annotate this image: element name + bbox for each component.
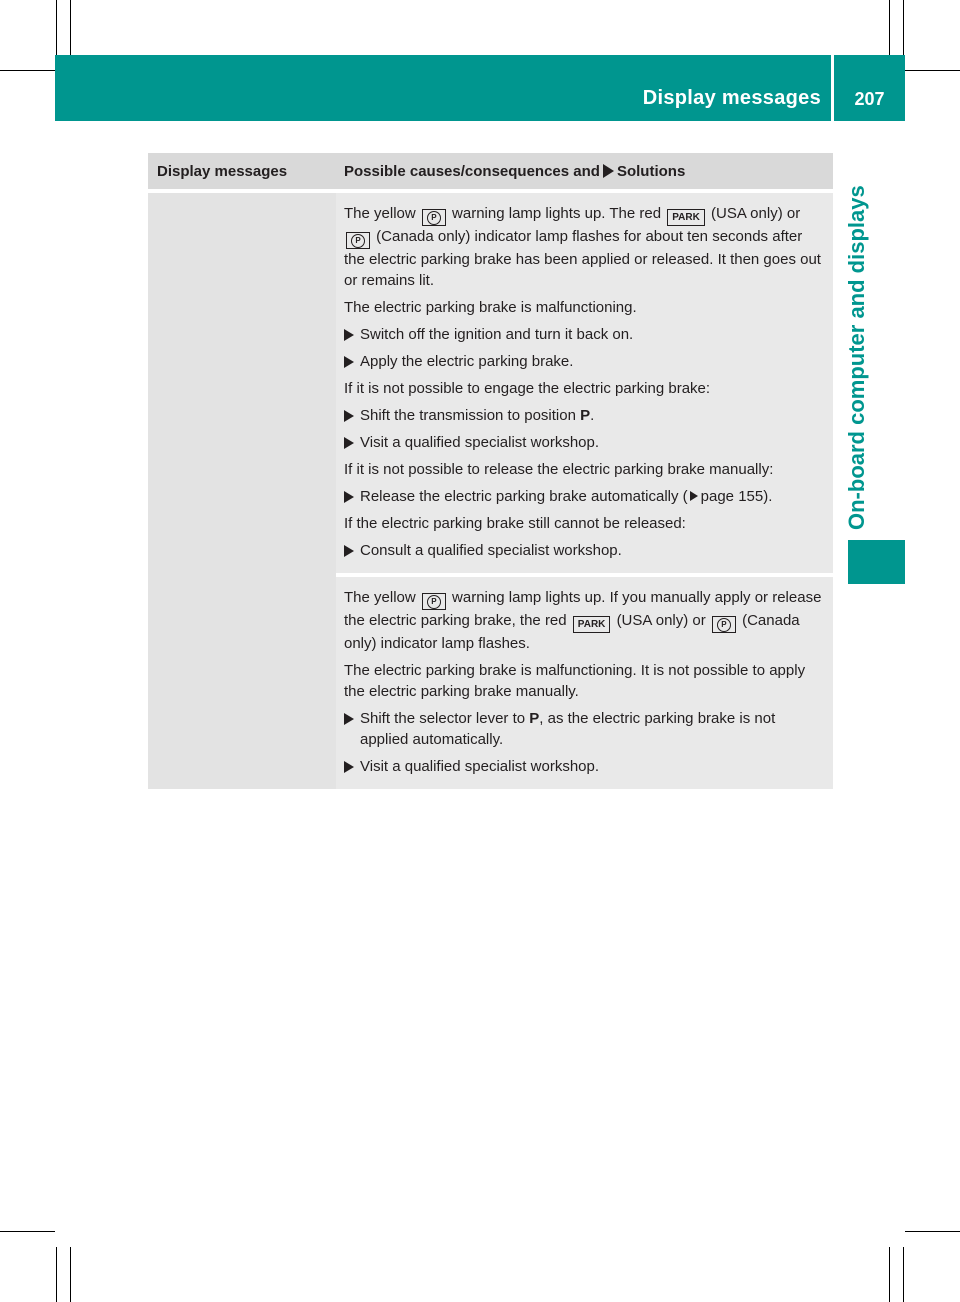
instruction-step	[344, 432, 827, 453]
crop-mark	[905, 1231, 960, 1232]
step-arrow-icon	[344, 756, 360, 777]
crop-mark	[889, 1247, 890, 1302]
chapter-tab	[848, 540, 905, 584]
crop-mark	[889, 0, 890, 55]
table-row	[336, 577, 833, 789]
text: (USA only) or	[616, 612, 706, 629]
chapter-label-text: On-board computer and displays	[844, 185, 869, 530]
gear-position: P	[580, 407, 591, 424]
text: warning lamp lights up. If you manually apply or release the electric parking brake, the red	[344, 589, 822, 629]
step-arrow-icon	[344, 432, 360, 453]
brake-symbol: P	[427, 595, 441, 609]
text: (Canada only) indicator lamp flashes.	[344, 612, 800, 652]
crop-mark	[903, 0, 904, 55]
crop-mark	[56, 1247, 57, 1302]
instruction-step	[344, 708, 827, 750]
page-reference-link[interactable]: page 155).	[700, 488, 773, 505]
text: The yellow	[344, 205, 416, 222]
step-text: Visit a qualified specialist workshop.	[360, 434, 600, 451]
instruction-step	[344, 351, 827, 372]
table-body	[148, 193, 833, 789]
instruction-step	[344, 756, 827, 777]
crop-mark	[70, 1247, 71, 1302]
solutions-column	[336, 193, 833, 789]
park-indicator-icon: PARK	[667, 209, 705, 226]
paragraph	[344, 587, 827, 654]
step-arrow-icon	[344, 486, 360, 507]
column-header-causes	[336, 153, 833, 189]
instruction-step	[344, 405, 827, 426]
step-text	[360, 405, 594, 426]
crop-mark	[70, 0, 71, 55]
paragraph: The electric parking brake is malfunctioning.	[344, 299, 637, 316]
display-message-cell	[148, 193, 336, 789]
column-header-causes-text: Possible causes/consequences and	[344, 163, 600, 180]
display-messages-table	[148, 153, 833, 789]
step-arrow-icon	[344, 405, 360, 426]
step-arrow-icon	[344, 324, 360, 345]
step-text	[360, 486, 772, 507]
step-text: Consult a qualified specialist workshop.	[360, 542, 622, 559]
instruction-step	[344, 324, 827, 345]
brake-warning-icon	[422, 209, 446, 226]
step-arrow-icon	[344, 708, 360, 750]
page-reference-icon	[690, 491, 698, 501]
step-text	[360, 708, 827, 750]
section-title: Display messages	[642, 87, 821, 109]
brake-symbol: P	[427, 211, 441, 225]
header-bar	[55, 55, 831, 121]
paragraph: If it is not possible to release the electric parking brake manually:	[344, 461, 774, 478]
paragraph	[344, 203, 827, 291]
step-text: Visit a qualified specialist workshop.	[360, 758, 600, 775]
paragraph: The electric parking brake is malfunctioning. It is not possible to apply the electric parking brake manually.	[344, 662, 806, 700]
column-header-display-messages: Display messages	[157, 163, 288, 180]
table-header	[148, 153, 833, 189]
step-text: Apply the electric parking brake.	[360, 353, 574, 370]
brake-symbol: P	[351, 234, 365, 248]
crop-mark	[56, 0, 57, 55]
paragraph: If the electric parking brake still cannot be released:	[344, 515, 686, 532]
gear-position: P	[529, 710, 540, 727]
text: Release the electric parking brake automatically (	[360, 488, 688, 505]
step-arrow-icon	[344, 540, 360, 561]
brake-warning-icon	[712, 616, 736, 633]
brake-warning-icon	[422, 593, 446, 610]
brake-symbol: P	[717, 618, 731, 632]
page-number-box	[834, 55, 905, 121]
crop-mark	[905, 70, 960, 71]
crop-mark	[0, 70, 55, 71]
page-number: 207	[854, 89, 885, 109]
text: Shift the transmission to position	[360, 407, 576, 424]
arrow-icon	[603, 164, 614, 178]
text: (USA only) or	[711, 205, 801, 222]
text: warning lamp lights up. The red	[452, 205, 662, 222]
instruction-step	[344, 540, 827, 561]
text: (Canada only) indicator lamp flashes for about ten seconds after the electric parking brake has been applied or released. It then goes out or remains lit.	[344, 228, 821, 289]
text: Shift the selector lever to	[360, 710, 526, 727]
step-text: Switch off the ignition and turn it back on.	[360, 326, 634, 343]
table-row	[336, 193, 833, 573]
text: The yellow	[344, 589, 416, 606]
instruction-step	[344, 486, 827, 507]
park-indicator-icon: PARK	[573, 616, 611, 633]
text: .	[590, 407, 595, 424]
column-header-solutions-text: Solutions	[616, 163, 686, 180]
crop-mark	[0, 1231, 55, 1232]
brake-warning-icon	[346, 232, 370, 249]
crop-mark	[903, 1247, 904, 1302]
step-arrow-icon	[344, 351, 360, 372]
text: , as the electric parking brake is not applied automatically.	[360, 710, 776, 748]
paragraph: If it is not possible to engage the electric parking brake:	[344, 380, 711, 397]
